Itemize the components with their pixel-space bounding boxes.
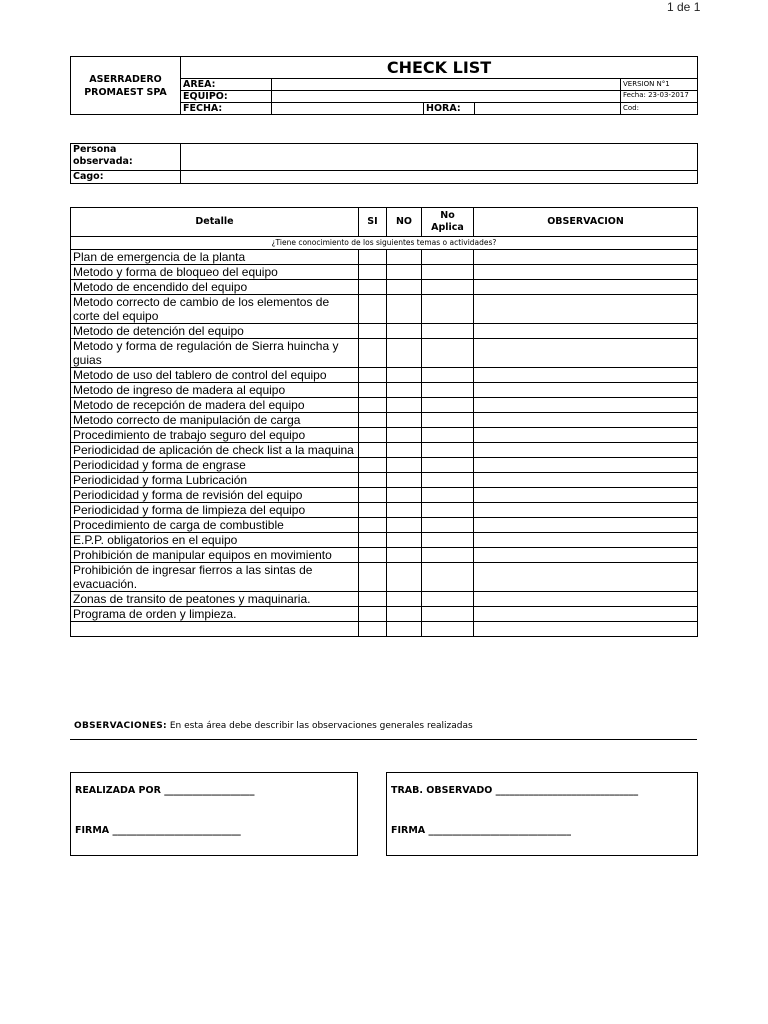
checklist-row — [71, 518, 698, 533]
checklist-item-label: Metodo correcto de cambio de los elementos de corte del equipo — [71, 295, 359, 324]
checklist-row — [71, 622, 698, 637]
si-cell[interactable] — [359, 607, 387, 622]
realizada-por-field[interactable]: REALIZADA POR ___________________ — [75, 785, 255, 796]
checklist-item-label: Metodo de encendido del equipo — [71, 280, 359, 295]
no-cell[interactable] — [387, 592, 422, 607]
checklist-item-label: Metodo de recepción de madera del equipo — [71, 398, 359, 413]
col-si-header: SI — [359, 208, 387, 237]
no-aplica-cell[interactable] — [422, 339, 474, 368]
no-cell[interactable] — [387, 280, 422, 295]
si-cell[interactable] — [359, 250, 387, 265]
si-cell[interactable] — [359, 563, 387, 592]
header-table — [70, 56, 698, 115]
firma-trabajador-field[interactable]: FIRMA ______________________________ — [391, 825, 571, 836]
observacion-cell[interactable] — [474, 503, 698, 518]
si-cell[interactable] — [359, 265, 387, 280]
document-title: CHECK LIST — [181, 57, 698, 79]
no-aplica-cell[interactable] — [422, 398, 474, 413]
no-cell[interactable] — [387, 458, 422, 473]
page-number: 1 de 1 — [667, 0, 701, 14]
observacion-cell[interactable] — [474, 607, 698, 622]
area-field[interactable] — [272, 79, 621, 91]
observacion-cell[interactable] — [474, 592, 698, 607]
col-no-aplica-header: No Aplica — [422, 208, 474, 237]
si-cell[interactable] — [359, 428, 387, 443]
no-cell[interactable] — [387, 563, 422, 592]
checklist-row — [71, 443, 698, 458]
no-cell[interactable] — [387, 518, 422, 533]
si-cell[interactable] — [359, 398, 387, 413]
checklist-row — [71, 413, 698, 428]
observacion-cell[interactable] — [474, 443, 698, 458]
observacion-cell[interactable] — [474, 339, 698, 368]
checklist-table — [70, 207, 698, 637]
si-cell[interactable] — [359, 368, 387, 383]
hora-field[interactable] — [475, 103, 621, 115]
no-aplica-cell[interactable] — [422, 383, 474, 398]
no-cell[interactable] — [387, 533, 422, 548]
checklist-item-label: Metodo correcto de manipulación de carga — [71, 413, 359, 428]
person-table — [70, 143, 698, 184]
cod-label: Cod: — [621, 103, 698, 115]
checklist-row — [71, 398, 698, 413]
checklist-row — [71, 339, 698, 368]
checklist-row — [71, 533, 698, 548]
col-detalle-header: Detalle — [71, 208, 359, 237]
no-aplica-cell[interactable] — [422, 622, 474, 637]
fecha-field[interactable] — [272, 103, 424, 115]
no-aplica-cell[interactable] — [422, 413, 474, 428]
observaciones-text: En esta área debe describir las observaciones generales realizadas — [169, 721, 473, 731]
checklist-item-label: Metodo de ingreso de madera al equipo — [71, 383, 359, 398]
checklist-row — [71, 324, 698, 339]
checklist-item-label: Periodicidad y forma de revisión del equipo — [71, 488, 359, 503]
checklist-item-label: Programa de orden y limpieza. — [71, 607, 359, 622]
si-cell[interactable] — [359, 280, 387, 295]
fecha-label: FECHA: — [181, 103, 272, 115]
checklist-item-label: Procedimiento de carga de combustible — [71, 518, 359, 533]
equipo-field[interactable] — [272, 91, 621, 103]
no-aplica-cell[interactable] — [422, 428, 474, 443]
observacion-cell[interactable] — [474, 488, 698, 503]
observacion-cell[interactable] — [474, 458, 698, 473]
persona-observada-field[interactable] — [181, 144, 698, 171]
area-label: AREA: — [181, 79, 272, 91]
checklist-item-label: Zonas de transito de peatones y maquinaria. — [71, 592, 359, 607]
no-aplica-cell[interactable] — [422, 518, 474, 533]
checklist-row — [71, 607, 698, 622]
no-cell[interactable] — [387, 250, 422, 265]
checklist-item-label: Metodo y forma de regulación de Sierra huincha y guias — [71, 339, 359, 368]
si-cell[interactable] — [359, 443, 387, 458]
observacion-cell[interactable] — [474, 622, 698, 637]
checklist-row — [71, 250, 698, 265]
si-cell[interactable] — [359, 518, 387, 533]
observacion-cell[interactable] — [474, 413, 698, 428]
checklist-item-label: Periodicidad y forma de limpieza del equipo — [71, 503, 359, 518]
trabajador-box — [386, 772, 698, 856]
checklist-item-label: Metodo de uso del tablero de control del equipo — [71, 368, 359, 383]
si-cell[interactable] — [359, 413, 387, 428]
checklist-row — [71, 428, 698, 443]
si-cell[interactable] — [359, 383, 387, 398]
no-cell[interactable] — [387, 368, 422, 383]
no-cell[interactable] — [387, 428, 422, 443]
version-label: VERSION N°1 — [621, 79, 698, 91]
si-cell[interactable] — [359, 622, 387, 637]
document-date: Fecha: 23-03-2017 — [621, 91, 698, 103]
cargo-label: Cago: — [71, 171, 181, 184]
si-cell[interactable] — [359, 295, 387, 324]
no-aplica-cell[interactable] — [422, 295, 474, 324]
observacion-cell[interactable] — [474, 324, 698, 339]
no-cell[interactable] — [387, 295, 422, 324]
no-cell[interactable] — [387, 607, 422, 622]
observacion-cell[interactable] — [474, 518, 698, 533]
checklist-item-label: E.P.P. obligatorios en el equipo — [71, 533, 359, 548]
company-line2: PROMAEST SPA — [84, 86, 167, 98]
observacion-cell[interactable] — [474, 548, 698, 563]
no-aplica-cell[interactable] — [422, 280, 474, 295]
checklist-row — [71, 280, 698, 295]
no-aplica-cell[interactable] — [422, 563, 474, 592]
checklist-row — [71, 265, 698, 280]
no-aplica-cell[interactable] — [422, 473, 474, 488]
no-cell[interactable] — [387, 503, 422, 518]
observacion-cell[interactable] — [474, 383, 698, 398]
no-cell[interactable] — [387, 383, 422, 398]
checklist-item-label: Metodo de detención del equipo — [71, 324, 359, 339]
question-row: ¿Tiene conocimiento de los siguientes temas o actividades? — [71, 237, 698, 250]
observacion-cell[interactable] — [474, 265, 698, 280]
si-cell[interactable] — [359, 488, 387, 503]
observaciones-line[interactable] — [70, 739, 697, 740]
no-aplica-cell[interactable] — [422, 265, 474, 280]
observacion-cell[interactable] — [474, 428, 698, 443]
no-aplica-cell[interactable] — [422, 458, 474, 473]
no-aplica-cell[interactable] — [422, 548, 474, 563]
checklist-row — [71, 488, 698, 503]
si-cell[interactable] — [359, 503, 387, 518]
checklist-row — [71, 368, 698, 383]
no-aplica-cell[interactable] — [422, 592, 474, 607]
observaciones-label: OBSERVACIONES: — [74, 721, 167, 731]
observacion-cell[interactable] — [474, 295, 698, 324]
firma-realizada-field[interactable]: FIRMA ___________________________ — [75, 825, 241, 836]
no-cell[interactable] — [387, 622, 422, 637]
checklist-row — [71, 295, 698, 324]
observacion-cell[interactable] — [474, 368, 698, 383]
si-cell[interactable] — [359, 548, 387, 563]
no-aplica-cell[interactable] — [422, 250, 474, 265]
checklist-item-label: Prohibición de manipular equipos en movimiento — [71, 548, 359, 563]
observaciones-section — [74, 721, 473, 731]
si-cell[interactable] — [359, 592, 387, 607]
company-line1: ASERRADERO — [89, 73, 162, 85]
checklist-row — [71, 592, 698, 607]
checklist-item-label: Periodicidad de aplicación de check list a la maquina — [71, 443, 359, 458]
no-cell[interactable] — [387, 413, 422, 428]
checklist-item-label: Periodicidad y forma Lubricación — [71, 473, 359, 488]
observacion-cell[interactable] — [474, 398, 698, 413]
col-no-header: NO — [387, 208, 422, 237]
no-cell[interactable] — [387, 339, 422, 368]
checklist-row — [71, 503, 698, 518]
checklist-item-label: Periodicidad y forma de engrase — [71, 458, 359, 473]
no-aplica-cell[interactable] — [422, 488, 474, 503]
checklist-item-label: Plan de emergencia de la planta — [71, 250, 359, 265]
observacion-cell[interactable] — [474, 473, 698, 488]
checklist-row — [71, 548, 698, 563]
observacion-cell[interactable] — [474, 563, 698, 592]
col-observacion-header: OBSERVACION — [474, 208, 698, 237]
no-cell[interactable] — [387, 473, 422, 488]
si-cell[interactable] — [359, 324, 387, 339]
trab-observado-field[interactable]: TRAB. OBSERVADO ______________________________ — [391, 785, 639, 796]
si-cell[interactable] — [359, 473, 387, 488]
checklist-item-label: Metodo y forma de bloqueo del equipo — [71, 265, 359, 280]
checklist-item-label: Procedimiento de trabajo seguro del equipo — [71, 428, 359, 443]
company-name — [71, 57, 181, 115]
si-cell[interactable] — [359, 533, 387, 548]
checklist-item-label: Prohibición de ingresar fierros a las sintas de evacuación. — [71, 563, 359, 592]
no-aplica-cell[interactable] — [422, 533, 474, 548]
observacion-cell[interactable] — [474, 533, 698, 548]
checklist-row — [71, 473, 698, 488]
no-cell[interactable] — [387, 265, 422, 280]
no-aplica-cell[interactable] — [422, 368, 474, 383]
observacion-cell[interactable] — [474, 250, 698, 265]
no-cell[interactable] — [387, 488, 422, 503]
checklist-row — [71, 563, 698, 592]
observacion-cell[interactable] — [474, 280, 698, 295]
no-aplica-cell[interactable] — [422, 607, 474, 622]
no-cell[interactable] — [387, 398, 422, 413]
no-aplica-cell[interactable] — [422, 503, 474, 518]
no-aplica-cell[interactable] — [422, 324, 474, 339]
checklist-row — [71, 383, 698, 398]
no-cell[interactable] — [387, 443, 422, 458]
persona-observada-label: Persona observada: — [71, 144, 181, 171]
si-cell[interactable] — [359, 458, 387, 473]
checklist-row — [71, 458, 698, 473]
cargo-field[interactable] — [181, 171, 698, 184]
realizada-box — [70, 772, 358, 856]
si-cell[interactable] — [359, 339, 387, 368]
hora-label: HORA: — [424, 103, 475, 115]
checklist-item-label — [71, 622, 359, 637]
no-cell[interactable] — [387, 548, 422, 563]
no-aplica-cell[interactable] — [422, 443, 474, 458]
no-cell[interactable] — [387, 324, 422, 339]
equipo-label: EQUIPO: — [181, 91, 272, 103]
